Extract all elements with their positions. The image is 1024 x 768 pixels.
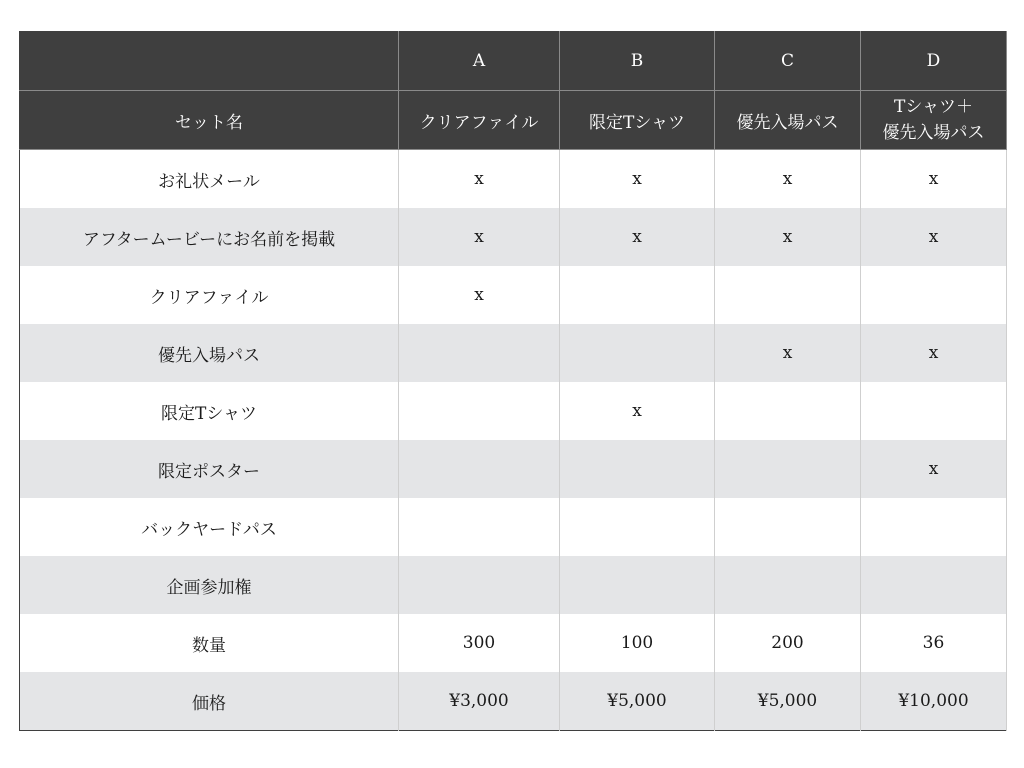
cell-b [560, 324, 715, 382]
price-row [20, 672, 1007, 731]
cell-b [560, 498, 715, 556]
cell-c [715, 440, 861, 498]
cell-a: x [399, 208, 560, 266]
cell-a [399, 556, 560, 614]
cell-d: x [861, 150, 1007, 209]
quantity-d: 36 [861, 614, 1007, 672]
column-header-a: A [399, 32, 560, 91]
cell-c [715, 498, 861, 556]
table-row [20, 556, 1007, 614]
cell-c [715, 266, 861, 324]
price-d: ¥10,000 [861, 672, 1007, 731]
set-name-d-line1: Tシャツ＋ [894, 97, 973, 117]
set-name-b: 限定Tシャツ [560, 91, 715, 150]
row-label: アフタームービーにお名前を掲載 [20, 208, 399, 266]
cell-a: x [399, 150, 560, 209]
table-row [20, 324, 1007, 382]
cell-d [861, 498, 1007, 556]
cell-d [861, 382, 1007, 440]
row-label: 企画参加権 [20, 556, 399, 614]
set-name-a: クリアファイル [399, 91, 560, 150]
table-row [20, 208, 1007, 266]
column-header-d: D [861, 32, 1007, 91]
cell-d: x [861, 324, 1007, 382]
quantity-b: 100 [560, 614, 715, 672]
cell-b: x [560, 150, 715, 209]
column-letter-header-row [20, 32, 1007, 91]
column-header-c: C [715, 32, 861, 91]
set-name-header-row [20, 91, 1007, 150]
column-header-b: B [560, 32, 715, 91]
set-name-d-line2: 優先入場パス [882, 123, 985, 143]
table-row [20, 382, 1007, 440]
cell-a [399, 498, 560, 556]
set-name-d [861, 91, 1007, 150]
cell-a [399, 382, 560, 440]
row-label: お礼状メール [20, 150, 399, 209]
set-name-c: 優先入場パス [715, 91, 861, 150]
cell-c [715, 382, 861, 440]
cell-b: x [560, 382, 715, 440]
cell-c: x [715, 324, 861, 382]
cell-d: x [861, 440, 1007, 498]
cell-c: x [715, 150, 861, 209]
set-name-label: セット名 [20, 91, 399, 150]
set-comparison-table [19, 31, 1007, 731]
cell-a [399, 324, 560, 382]
quantity-label: 数量 [20, 614, 399, 672]
row-label: 限定Tシャツ [20, 382, 399, 440]
cell-c [715, 556, 861, 614]
price-b: ¥5,000 [560, 672, 715, 731]
quantity-c: 200 [715, 614, 861, 672]
row-label: バックヤードパス [20, 498, 399, 556]
cell-a: x [399, 266, 560, 324]
cell-b [560, 266, 715, 324]
cell-b: x [560, 208, 715, 266]
row-label: クリアファイル [20, 266, 399, 324]
cell-d [861, 556, 1007, 614]
quantity-row [20, 614, 1007, 672]
cell-b [560, 556, 715, 614]
header-corner-cell [20, 32, 399, 91]
table-row [20, 440, 1007, 498]
table-row [20, 498, 1007, 556]
price-label: 価格 [20, 672, 399, 731]
row-label: 限定ポスター [20, 440, 399, 498]
price-c: ¥5,000 [715, 672, 861, 731]
cell-b [560, 440, 715, 498]
table-row [20, 266, 1007, 324]
quantity-a: 300 [399, 614, 560, 672]
cell-a [399, 440, 560, 498]
cell-d [861, 266, 1007, 324]
cell-c: x [715, 208, 861, 266]
table-row [20, 150, 1007, 209]
price-a: ¥3,000 [399, 672, 560, 731]
row-label: 優先入場パス [20, 324, 399, 382]
cell-d: x [861, 208, 1007, 266]
